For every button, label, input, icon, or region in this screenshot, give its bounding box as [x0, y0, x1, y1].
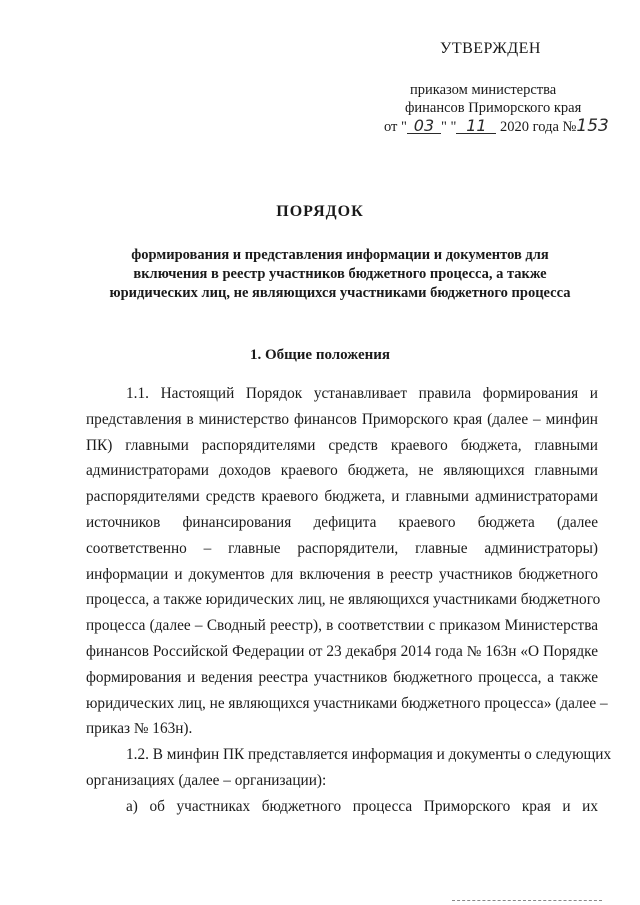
- paragraph-line: организациях (далее – организации):: [86, 771, 327, 789]
- paragraph-line: распорядителями средств краевого бюджета, и главными администраторами: [86, 488, 598, 506]
- approval-title: УТВЕРЖДЕН: [440, 40, 541, 57]
- paragraph-line: процесса (далее – Сводный реестр), в соответствии с приказом Министерства: [86, 617, 598, 635]
- body-text: [86, 381, 612, 820]
- paragraph-line: информации и документов для включения в реестр участников бюджетного: [86, 565, 598, 583]
- paragraph-line: формирования и ведения реестра участников бюджетного процесса, а также: [86, 668, 598, 686]
- paragraph-line: администраторами доходов краевого бюджета, не являющихся главными: [86, 462, 598, 480]
- document-subtitle: [90, 246, 590, 303]
- date-quote-mid: " ": [440, 119, 457, 135]
- subtitle-line: включения в реестр участников бюджетного процесса, а также: [133, 266, 547, 282]
- approval-date-line: [384, 116, 609, 136]
- paragraph-line: источников финансирования дефицита краевого бюджета (далее: [86, 513, 598, 531]
- subtitle-line: юридических лиц, не являющихся участниками бюджетного процесса: [109, 285, 571, 301]
- document-title: ПОРЯДОК: [276, 203, 364, 220]
- approval-line-2: финансов Приморского края: [405, 100, 582, 116]
- paragraph-line: финансов Российской Федерации от 23 декабря 2014 года № 163н «О Порядке: [86, 642, 598, 660]
- subtitle-line: формирования и представления информации и документов для: [131, 247, 549, 263]
- handwritten-order-number: 153: [576, 116, 609, 136]
- handwritten-month: 11: [456, 119, 496, 134]
- section-heading: 1. Общие положения: [249, 347, 391, 363]
- paragraph-line: приказ № 163н).: [86, 720, 193, 738]
- paragraph-line: соответственно – главные распорядители, главные администраторы): [86, 539, 598, 557]
- paragraph-line: а) об участниках бюджетного процесса Приморского края и их: [126, 797, 598, 815]
- date-prefix: от ": [384, 119, 407, 135]
- date-year-text: 2020 года №: [500, 119, 577, 135]
- paragraph-line: юридических лиц, не являющихся участниками бюджетного процесса» (далее –: [86, 694, 608, 712]
- paragraph-line: ПК) главными распорядителями средств краевого бюджета, главными: [86, 436, 598, 454]
- handwritten-day: 03: [407, 119, 441, 134]
- paragraph-line: процесса, а также юридических лиц, не являющихся участниками бюджетного: [86, 591, 601, 609]
- approval-line-1: приказом министерства: [410, 82, 557, 98]
- paragraph-line: 1.1. Настоящий Порядок устанавливает правила формирования и: [126, 385, 598, 402]
- paragraph-line: 1.2. В минфин ПК представляется информация и документы о следующих: [126, 746, 612, 764]
- footer-divider: [452, 900, 602, 901]
- paragraph-line: представления в министерство финансов Приморского края (далее – минфин: [86, 410, 598, 428]
